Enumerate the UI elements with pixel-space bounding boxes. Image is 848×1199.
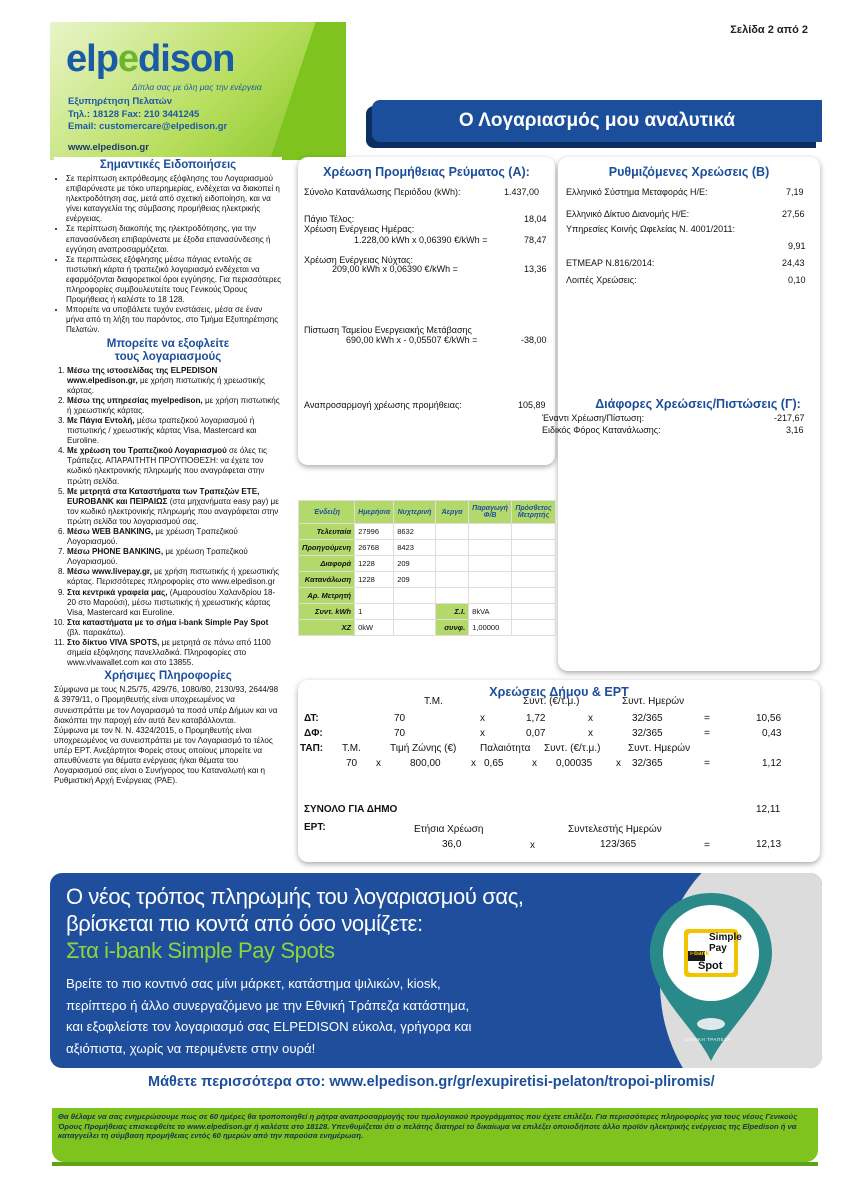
pay-method-head: Με χρέωση του Τραπεζικού Λογαριασμού	[67, 446, 227, 456]
meter-header: Άεργα	[435, 501, 468, 524]
badge-spot: Spot	[698, 960, 723, 972]
elpedison-logo	[66, 38, 234, 81]
meter-row	[299, 524, 556, 540]
pay-method-head: Με Πάγια Εντολή,	[67, 415, 135, 425]
meter-day: 27996	[355, 524, 394, 540]
notice-item: • Σε περίπτωση διακοπής της ηλεκτροδότησης, για την επανασύνδεση επιβαρύνεστε με έξοδα επανασύνδεσης ή εγγύηση αναπροσαρμόζεται.	[66, 224, 282, 254]
meter-table-wrap	[298, 500, 556, 636]
df-x2: x	[588, 728, 593, 739]
logo-part1: elp	[66, 38, 118, 80]
pay-method-body: με χρήση πιστωτικής ή χρεωστικής κάρτας.	[67, 375, 265, 395]
dt-value: 10,56	[756, 713, 782, 724]
pay-method-head: Στα κεντρικά γραφεία μας,	[67, 587, 168, 597]
meter-row-label: Τελευταία	[299, 524, 355, 540]
supply-title: Χρέωση Προμήθειας Ρεύματος (Α):	[323, 165, 530, 179]
bank-name: ΕΘΝΙΚΗ ΤΡΑΠΕΖΑ	[685, 1037, 731, 1042]
pay-method	[67, 487, 282, 527]
pay-method	[67, 638, 282, 668]
pay-method	[67, 588, 282, 618]
customer-service-block	[68, 96, 227, 134]
regulated-row-label: Ελληνικό Σύστημα Μεταφοράς Η/Ε:	[566, 187, 708, 197]
meter-row	[299, 572, 556, 588]
consumption-label: Σύνολο Κατανάλωσης Περιόδου (kWh):	[304, 187, 461, 197]
banner-line3: Στα i-bank Simple Pay Spots	[66, 938, 335, 963]
tap-h-rate: Συντ. (€/τ.μ.)	[544, 743, 601, 754]
customer-service-label: Εξυπηρέτηση Πελατών	[68, 96, 172, 107]
pay-method-head: Στα καταστήματα με το σήμα i-bank Simple Pay Spot	[67, 617, 269, 627]
credit-value: -38,00	[521, 335, 547, 345]
pay-method-head: Μέσω της υπηρεσίας myelpedison,	[67, 395, 203, 405]
pay-method-head: Στο δίκτυο VIVA SPOTS,	[67, 638, 160, 648]
header-rate: Συντ. (€/τ.μ.)	[523, 696, 580, 707]
logo-part3: dison	[138, 38, 235, 80]
tap-x4: x	[616, 758, 621, 769]
pay-method-head: Με μετρητά στα Καταστήματα των Τραπεζών ΕΤΕ, EUROBANK και ΠΕΙΡΑΙΩΣ	[67, 486, 260, 506]
meter-header: Πρόσθετος Μετρητής	[511, 501, 555, 524]
df-rate: 0,07	[526, 728, 546, 739]
meter-row	[299, 588, 556, 604]
banner-headline	[66, 883, 524, 964]
night-calc: 209,00 kWh x 0,06390 €/kWh =	[332, 264, 458, 274]
meter-row-label: Διαφορά	[299, 556, 355, 572]
ert-annual: 36,0	[442, 839, 462, 850]
meter-header: Ημερήσια	[355, 501, 394, 524]
credit-label: Πίστωση Ταμείου Ενεργειακής Μετάβασης	[304, 325, 472, 335]
pay-method-body: (Αμαρουσίου Χαλανδρίου 18-20 στο Μαρούσι), μέσω πιστωτικής ή χρεωστικής κάρτας Visa, Mastercard και Euroline.	[67, 587, 276, 617]
header-days: Συντ. Ημερών	[622, 696, 685, 707]
day-value: 78,47	[524, 235, 547, 245]
regulated-row-value: 7,19	[786, 187, 804, 197]
banner-body	[66, 973, 471, 1059]
ert-eq: =	[704, 840, 710, 851]
pay-method-body: με χρήση πιστωτικής ή χρεωστικής κάρτας. Περισσότερες πληροφορίες στο www.elpedison.gr	[67, 567, 280, 587]
meter-pf-label: συνφ.	[435, 620, 468, 636]
dt-x2: x	[588, 713, 593, 724]
meter-header: Ένδειξη	[299, 501, 355, 524]
ert-header-annual: Ετήσια Χρέωση	[414, 824, 484, 835]
banner-line1: Ο νέος τρόπος πληρωμής του λογαριασμού σας,	[66, 884, 524, 909]
ert-header-days: Συντελεστής Ημερών	[568, 824, 662, 835]
tap-x2: x	[471, 758, 476, 769]
notice-item: • Σε περιπτώσεις εξόφλησης μέσω πάγιας εντολής σε πιστωτική κάρτα ή τραπεζικό λογαριασμό ενδέχεται να εφαρμόζονται διαφορετικοί όροι εγγύησης. Για περισσότερες πληροφορίες συμβουλευτείτε τους Γενικούς Όρους Προμήθειας ή καλέστε το 18 128.	[66, 255, 282, 305]
meter-row-label: Κατανάλωση	[299, 572, 355, 588]
tap-h-zone: Τιμή Ζώνης (€)	[390, 743, 457, 754]
notices-title: Σημαντικές Ειδοποιήσεις	[99, 159, 237, 171]
df-label: ΔΦ:	[304, 728, 323, 739]
tap-h-tm: Τ.Μ.	[342, 743, 361, 754]
banner-line2: βρίσκεται πιο κοντά από όσο νομίζετε:	[66, 911, 423, 936]
pay-method	[67, 396, 282, 416]
meter-si-label: Σ.Ι.	[435, 604, 468, 620]
regulated-row-value: 0,10	[788, 275, 806, 285]
credit-calc: 690,00 kWh x - 0,05507 €/kWh =	[346, 335, 478, 345]
regulated-row-value: 24,43	[782, 258, 805, 268]
meter-night: 8632	[394, 524, 436, 540]
ert-days: 123/365	[600, 839, 637, 850]
footer-strip	[52, 1162, 818, 1166]
pay-method	[67, 547, 282, 567]
email[interactable]: Email: customercare@elpedison.gr	[68, 121, 228, 132]
banner-body-line: και εξοφλείστε τον λογαριασμό σας ELPEDISON εύκολα, γρήγορα και	[66, 1019, 472, 1034]
tap-age: 0,65	[484, 758, 504, 769]
useful-info-p1: Σύμφωνα με τους Ν.25/75, 429/76, 1080/80, 2130/93, 2644/98 & 3979/11, ο Προμηθευτής είναι υποχρεωμένος να συνεισπράττει με τον Λογαριασμό τα ποσά υπέρ Δήμων και να διακόπτει την παροχή εάν αυτά δεν καταβάλλονται.	[54, 685, 279, 725]
day-label: Χρέωση Ενέργειας Ημέρας:	[304, 224, 415, 234]
other-row-label: Έναντι Χρέωση/Πίστωση:	[542, 413, 645, 423]
adjust-value: 105,89	[518, 400, 546, 410]
df-value: 0,43	[762, 728, 782, 739]
page-title: Ο Λογαριασμός μου αναλυτικά	[372, 100, 822, 142]
notice-item: • Σε περίπτωση εκπρόθεσμης εξόφλησης του Λογαριασμού επιβαρύνεστε με τόκο υπερημερίας, ενδέχεται να διακοπεί η ηλεκτροδότηση σας, μετά από σχετική ειδοποίηση, και να γίνει καταγγελία της σύμβασης προμήθειας ηλεκτρικής ενέργειας.	[66, 174, 282, 224]
banner-body-line: περίπτερο ή άλλο συνεργαζόμενο με την Εθνική Τράπεζα κατάστημα,	[66, 997, 470, 1013]
pay-method-body: μέσω τραπεζικού λογαριασμού ή πιστωτικής / χρεωστικής κάρτας Visa, Mastercard και Euroline.	[67, 415, 257, 446]
footer-note: Θα θέλαμε να σας ενημερώσουμε πως σε 60 ημέρες θα τροποποιηθεί η ρήτρα αναπροσαρμογής του τιμολογιακού προγράμματος που έχετε επιλέξει. Για περισσότερες πληροφορίες για τους νέους Γενικούς Όρους Προμήθειας επισκεφθείτε το www.elpedison.gr ή καλέστε στο 18128. Υπενθυμίζεται ότι ο πελάτης διατηρεί το δικαίωμα να επιλέξει οποιοδήποτε άλλο προϊόν ηλεκτρικής ενέργειας της Elpedison ή να καταγγείλει τη σύμβαση προμήθειας εντός 60 ημερών από την παρούσα ενημέρωση.	[52, 1108, 818, 1162]
dt-rate: 1,72	[526, 713, 546, 724]
regulated-row-value: 9,91	[788, 241, 806, 251]
pay-method-head: Μέσω της ιστοσελίδας της ELPEDISON www.elpedison.gr,	[67, 365, 218, 385]
ert-x: x	[530, 840, 535, 851]
tap-h-days: Συντ. Ημερών	[628, 743, 691, 754]
meter-pf-value: 1,00000	[469, 620, 512, 636]
pay-method	[67, 618, 282, 638]
meter-header: Νυχτερινή	[394, 501, 436, 524]
header-tm: Τ.Μ.	[424, 696, 443, 707]
pay-methods-list	[54, 366, 282, 669]
pay-title	[54, 338, 282, 364]
meter-day	[355, 588, 394, 604]
meter-kwh-label: Συντ. kWh	[299, 604, 355, 620]
regulated-row-label: ΕΤΜΕΑΡ Ν.816/2014:	[566, 258, 655, 268]
other-row-value: 3,16	[786, 425, 804, 435]
regulated-charges-box	[542, 157, 820, 671]
tagline: Δίπλα σας με όλη μας την ενέργεια	[132, 82, 262, 92]
df-eq: =	[704, 728, 710, 739]
useful-info-p2: Σύμφωνα με τον Ν. Ν. 4324/2015, ο Προμηθευτής είναι υποχρεωμένος να συνεισπράττει με τον Λογαριασμό το τέλος υπέρ ΕΡΤ. Ανεξάρτητοι Φορείς στους οποίους μπορείτε να απευθύνεστε για θέματα ενέργειας ή/και θέματα του Λογαριασμού σας είναι ο Συνήγορος του Καταναλωτή και η Ρυθμιστική Αρχή Ενέργειας (ΡΑΕ).	[54, 725, 273, 786]
dt-days: 32/365	[632, 713, 663, 724]
df-x: x	[480, 728, 485, 739]
meter-xz-row	[299, 620, 556, 636]
tap-eq: =	[704, 758, 710, 769]
pay-method	[67, 366, 282, 396]
adjust-label: Αναπροσαρμογή χρέωσης προμήθειας:	[304, 400, 462, 410]
pay-method-body: σε όλες τις Τράπεζες. ΑΠΑΡΑΙΤΗΤΗ ΠΡΟΥΠΟΘΕΣΗ: να έχετε τον κωδικό ηλεκτρονικής πληρωμής που αναγράφεται στην πρώτη σελίδα.	[67, 446, 267, 486]
municipal-title: Χρεώσεις Δήμου & ΕΡΤ	[489, 685, 629, 699]
tap-zone: 800,00	[410, 758, 441, 769]
pay-method-head: Μέσω www.livepay.gr,	[67, 567, 152, 577]
simple-pay-banner	[50, 873, 822, 1068]
pay-method-body: με χρέωση Τραπεζικού Λογαριασμού.	[67, 527, 238, 547]
badge-pay: Pay	[709, 943, 727, 954]
meter-night: 8423	[394, 540, 436, 556]
pay-method-body: (βλ. παρακάτω).	[67, 627, 126, 637]
meter-kwh-value: 1	[355, 604, 394, 620]
pay-method-body: με χρήση πιστωτικής ή χρεωστικής κάρτας.	[67, 395, 280, 415]
dt-eq: =	[704, 713, 710, 724]
notice-item: • Μπορείτε να υποβάλετε τυχόν ενστάσεις, μέσα σε έναν μήνα από τη λήξη του παρόντος, στο Τμήμα Εξυπηρέτησης Πελατών.	[66, 305, 282, 335]
dt-tm: 70	[394, 713, 406, 724]
pay-method-body: με μετρητά σε πάνω από 1100 σημεία εξόφλησης πανελλαδικά. Πληροφορίες στο www.vivawallet.com και στο 13855.	[67, 638, 271, 668]
df-days: 32/365	[632, 728, 663, 739]
meter-kwh-row	[299, 604, 556, 620]
other-row-value: -217,67	[774, 413, 805, 423]
ert-label: ΕΡΤ:	[304, 822, 326, 833]
regulated-row-label: Ελληνικό Δίκτυο Διανομής Η/Ε:	[566, 209, 690, 219]
meter-table	[298, 500, 556, 636]
pay-method-body: με χρέωση Τραπεζικού Λογαριασμού.	[67, 547, 248, 567]
pay-method	[67, 416, 282, 446]
municipal-total-value: 12,11	[756, 804, 781, 815]
day-calc: 1.228,00 kWh x 0,06390 €/kWh =	[354, 235, 488, 245]
pay-method	[67, 567, 282, 587]
dt-label: ΔΤ:	[304, 713, 319, 724]
pay-method-head: Μέσω WEB BANKING,	[67, 527, 154, 536]
pay-method-body: (στα μηχανήματα easy pay) με τον κωδικό ηλεκτρονικής πληρωμής που αναγράφεται στην πρώτη σελίδα του λογαριασμού σας.	[67, 496, 279, 526]
pay-title-line1: Μπορείτε να εξοφλείτε	[106, 337, 230, 350]
meter-night: 209	[394, 556, 436, 572]
meter-header: Παραγωγή Φ/Β	[469, 501, 512, 524]
regulated-row-label: Λοιπές Χρεώσεις:	[566, 275, 637, 285]
meter-day: 1228	[355, 556, 394, 572]
badge-ibank: i-bank	[690, 950, 710, 957]
phone-fax: Τηλ.: 18128 Fax: 210 3441245	[68, 108, 200, 120]
notices-list	[54, 174, 282, 336]
meter-day: 1228	[355, 572, 394, 588]
meter-header-row	[299, 501, 556, 524]
night-value: 13,36	[524, 264, 547, 274]
pay-method-head: Μέσω PHONE BANKING,	[67, 547, 164, 557]
tap-x3: x	[532, 758, 537, 769]
website-link[interactable]: www.elpedison.gr	[68, 142, 149, 153]
night-label: Χρέωση Ενέργειας Νύχτας:	[304, 255, 414, 265]
ert-value: 12,13	[756, 839, 782, 850]
tap-label: ΤΑΠ:	[300, 743, 324, 754]
tap-value: 1,12	[762, 758, 782, 769]
other-row-label: Ειδικός Φόρος Κατανάλωσης:	[542, 425, 661, 435]
meter-row	[299, 556, 556, 572]
pay-title-line2: τους λογαριασμούς	[114, 350, 222, 363]
meter-xz-value: 0kW	[355, 620, 394, 636]
meter-night	[394, 588, 436, 604]
useful-info-title: Χρήσιμες Πληροφορίες	[104, 670, 232, 683]
meter-row	[299, 540, 556, 556]
supply-charges-box	[298, 157, 555, 465]
badge-simple: Simple	[709, 932, 742, 943]
banner-body-line: αξιόπιστα, χωρίς να περιμένετε στην ουρά!	[66, 1040, 316, 1056]
dt-x: x	[480, 713, 485, 724]
meter-row-label: Αρ. Μετρητή	[299, 588, 355, 604]
tap-x1: x	[376, 758, 381, 769]
left-column	[54, 157, 282, 861]
municipal-total-label: ΣΥΝΟΛΟ ΓΙΑ ΔΗΜΟ	[304, 804, 398, 815]
page-number: Σελίδα 2 από 2	[730, 24, 808, 36]
meter-si-value: 8kVA	[469, 604, 512, 620]
df-tm: 70	[394, 728, 406, 739]
tap-days: 32/365	[632, 758, 663, 769]
regulated-row-label: Υπηρεσίες Κοινής Ωφελείας Ν. 4001/2011:	[566, 224, 736, 234]
tap-rate: 0,00035	[556, 758, 593, 769]
meter-night: 209	[394, 572, 436, 588]
other-title: Διάφορες Χρεώσεις/Πιστώσεις (Γ):	[595, 397, 801, 411]
logo-part2: e	[117, 38, 139, 80]
regulated-row-value: 27,56	[782, 209, 805, 219]
fixed-value: 18,04	[524, 214, 547, 224]
pay-method	[67, 527, 282, 547]
fixed-label: Πάγιο Τέλος:	[304, 214, 355, 224]
meter-row-label: Προηγούμενη	[299, 540, 355, 556]
municipal-charges-box	[298, 680, 820, 862]
learn-more-link[interactable]: Μάθετε περισσότερα στο: www.elpedison.gr/gr/exupiretisi-pelaton/tropoi-pliromis/	[148, 1074, 715, 1090]
meter-xz-label: ΧΖ	[299, 620, 355, 636]
pay-method	[67, 446, 282, 486]
regulated-title: Ρυθμιζόμενες Χρεώσεις (Β)	[608, 165, 770, 179]
tap-h-age: Παλαιότητα	[480, 743, 531, 754]
tap-tm: 70	[346, 758, 358, 769]
banner-body-line: Βρείτε το πιο κοντινό σας μίνι μάρκετ, κατάστημα ψιλικών, kiosk,	[66, 976, 441, 991]
consumption-value: 1.437,00	[504, 187, 540, 197]
meter-day: 26768	[355, 540, 394, 556]
